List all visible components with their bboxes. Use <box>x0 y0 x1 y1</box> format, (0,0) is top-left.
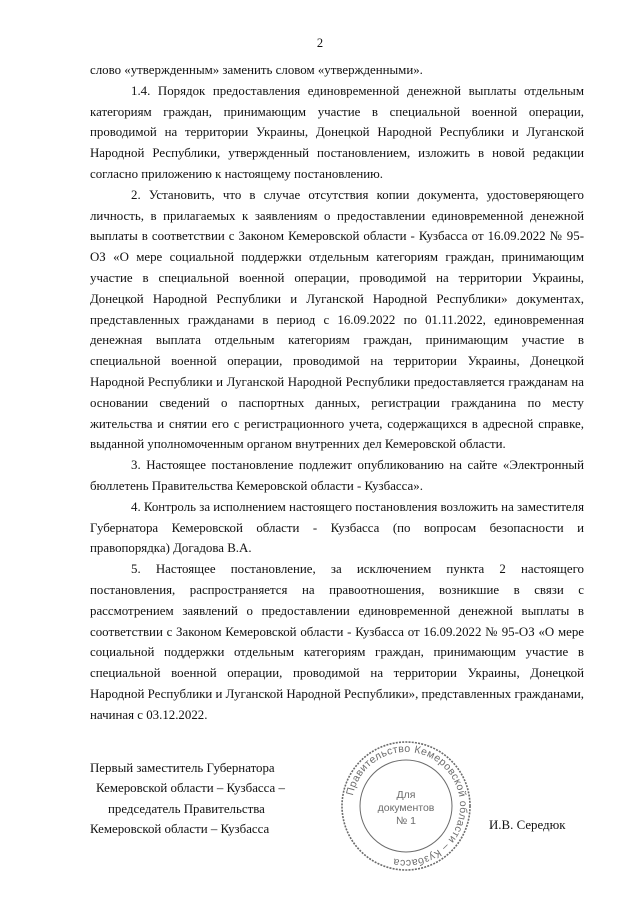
signatory-title-line: Кемеровской области – Кузбасса <box>90 822 270 837</box>
paragraph-5: 5. Настоящее постановление, за исключением пункта 2 настоящего постановления, распространяется на правоотношения, возникшие в связи с рассмотрением заявлений о предоставлении единовременной денежной выплаты в соответствии с Законом Кемеровской области - Кузбасса от 16.09.2022 № 95-ОЗ «О мере социальной поддержки отдельным категориям граждан, принимающим участие в специальной военной операции, проводимой на территории Украины, Донецкой Народной Республики и Луганской Народной Республики», представленных гражданами, начиная с 03.12.2022. <box>90 562 584 722</box>
paragraph-continuation: слово «утвержденным» заменить словом «утвержденными». <box>90 63 423 77</box>
seal-ring-text: Правительство Кемеровской области – Кузбасса <box>344 742 470 870</box>
document-body <box>90 60 584 726</box>
seal-center-line: № 1 <box>395 815 417 827</box>
signatory-title-line: Кемеровской области – Кузбасса – <box>96 781 285 796</box>
seal-center-line: Для <box>396 789 416 801</box>
signatory-title-line: председатель Правительства <box>108 801 265 816</box>
official-seal-stamp <box>340 740 472 872</box>
paragraph-4: 4. Контроль за исполнением настоящего постановления возложить на заместителя Губернатора Кемеровской области - Кузбасса (по вопросам безопасности и правопорядка) Догадова В.А. <box>90 499 584 556</box>
signatory-title <box>90 758 350 840</box>
paragraph-3: 3. Настоящее постановление подлежит опубликованию на сайте «Электронный бюллетень Правительства Кемеровской области - Кузбасса». <box>90 458 584 493</box>
seal-center-line: документов <box>377 802 435 814</box>
paragraph-2: 2. Установить, что в случае отсутствия копии документа, удостоверяющего личность, в прилагаемых к заявлениям о предоставлении единовременной денежной выплаты в соответствии с Законом Кемеровской области - Кузбасса от 16.09.2022 № 95-ОЗ «О мере социальной поддержки отдельным категориям граждан, принимающим участие в специальной военной операции, проводимой на территории Украины, Донецкой Народной Республики и Луганской Народной Республики» документах, представленных гражданами в период с 16.09.2022 по 01.11.2022, единовременная денежная выплата отдельным категориям граждан, принимающим участие в специальной военной операции, проводимой на территории Украины, Донецкой Народной Республики и Луганской Народной Республики предоставляется гражданам на основании сведений о паспортных данных, регистрации гражданина по месту жительства и снятии его с регистрационного учета, содержащихся в адресной справке, выданной уполномоченным органом внутренних дел Кемеровской области. <box>90 187 584 452</box>
signatory-name: И.В. Середюк <box>489 818 566 832</box>
paragraph-1-4: 1.4. Порядок предоставления единовременной денежной выплаты отдельным категориям граждан, принимающим участие в специальной военной операции, проводимой на территории Украины, Донецкой Народной Республики и Луганской Народной Республики, утвержденный постановлением, изложить в новой редакции согласно приложению к настоящему постановлению. <box>90 83 584 181</box>
page-number: 2 <box>316 36 324 50</box>
signatory-title-line: Первый заместитель Губернатора <box>90 761 275 775</box>
